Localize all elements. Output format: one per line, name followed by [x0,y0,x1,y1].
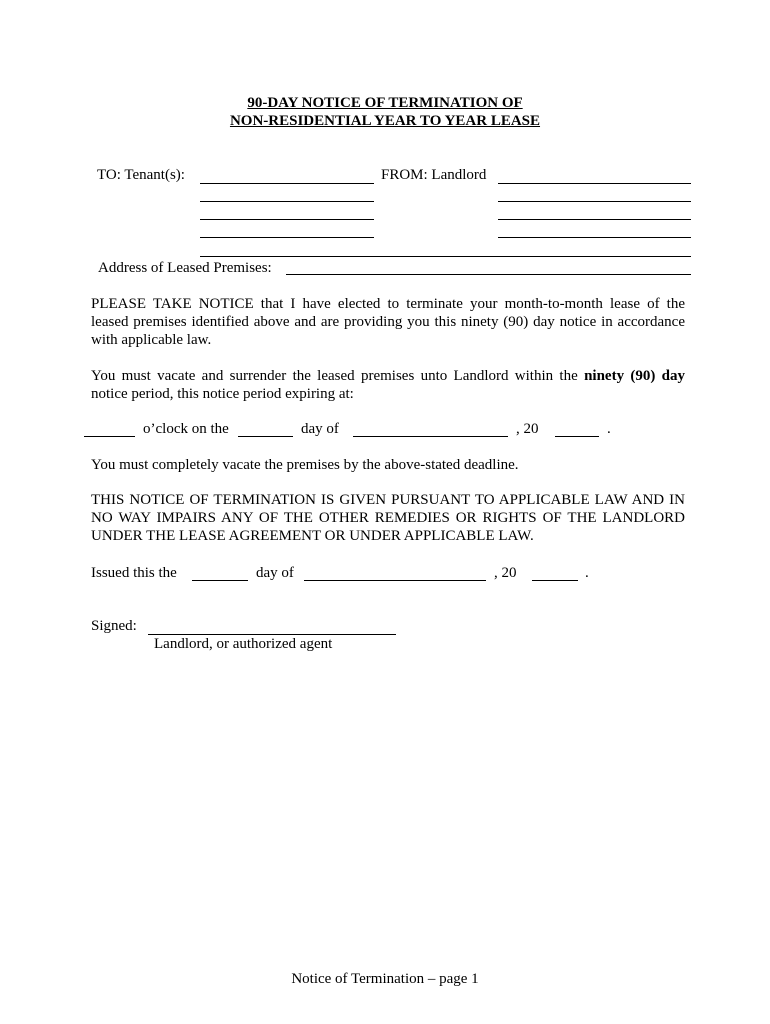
tenant-name-line-2[interactable] [200,201,374,202]
deadline-day-of-label: day of [301,421,339,437]
issued-year-prefix: , 20 [494,565,517,581]
page-footer: Notice of Termination – page 1 [291,971,479,987]
paragraph-4-line-1: THIS NOTICE OF TERMINATION IS GIVEN PURSUANT TO APPLICABLE LAW AND IN [91,492,685,508]
address-label: Address of Leased Premises: [98,260,272,276]
paragraph-1-line-1: PLEASE TAKE NOTICE that I have elected to terminate your month-to-month lease of the [91,296,685,312]
paragraph-1-line-3: with applicable law. [91,332,212,348]
landlord-name-line-3[interactable] [498,219,691,220]
hour-blank[interactable] [84,436,135,437]
paragraph-2-line-2: notice period, this notice period expiring at: [91,386,354,402]
oclock-label: o’clock on the [143,421,229,437]
paragraph-2-line-1 [91,367,685,386]
paragraph-3: You must completely vacate the premises by the above-stated deadline. [91,457,519,473]
to-tenant-label: TO: Tenant(s): [97,167,185,183]
paragraph-2-bold: ninety (90) day [584,368,685,384]
title-line-1: 90-DAY NOTICE OF TERMINATION OF [247,95,523,111]
tenant-name-line-1[interactable] [200,183,374,184]
issued-month-blank[interactable] [304,580,486,581]
title-line-2: NON-RESIDENTIAL YEAR TO YEAR LEASE [229,113,541,129]
address-line[interactable] [286,274,691,275]
full-width-line[interactable] [200,256,691,257]
from-landlord-label: FROM: Landlord [381,167,487,183]
deadline-year-prefix: , 20 [516,421,539,437]
tenant-name-line-4[interactable] [200,237,374,238]
deadline-month-blank[interactable] [353,436,508,437]
deadline-day-blank[interactable] [238,436,293,437]
issued-year-blank[interactable] [532,580,578,581]
landlord-name-line-4[interactable] [498,237,691,238]
paragraph-1-line-2: leased premises identified above and are providing you this ninety (90) day notice in accordance [91,314,685,330]
issued-label: Issued this the [91,565,177,581]
landlord-name-line-1[interactable] [498,183,691,184]
issued-day-blank[interactable] [192,580,248,581]
paragraph-4-line-2: NO WAY IMPAIRS ANY OF THE OTHER REMEDIES OR RIGHTS OF THE LANDLORD [91,510,685,526]
paragraph-2-text: You must vacate and surrender the leased premises unto Landlord within the [91,368,578,384]
deadline-period: . [607,421,611,437]
issued-day-of-label: day of [256,565,294,581]
issued-period: . [585,565,589,581]
deadline-year-blank[interactable] [555,436,599,437]
signed-label: Signed: [91,618,137,634]
paragraph-4-line-3: UNDER THE LEASE AGREEMENT OR UNDER APPLICABLE LAW. [91,528,534,544]
landlord-name-line-2[interactable] [498,201,691,202]
signer-caption: Landlord, or authorized agent [154,636,333,652]
tenant-name-line-3[interactable] [200,219,374,220]
